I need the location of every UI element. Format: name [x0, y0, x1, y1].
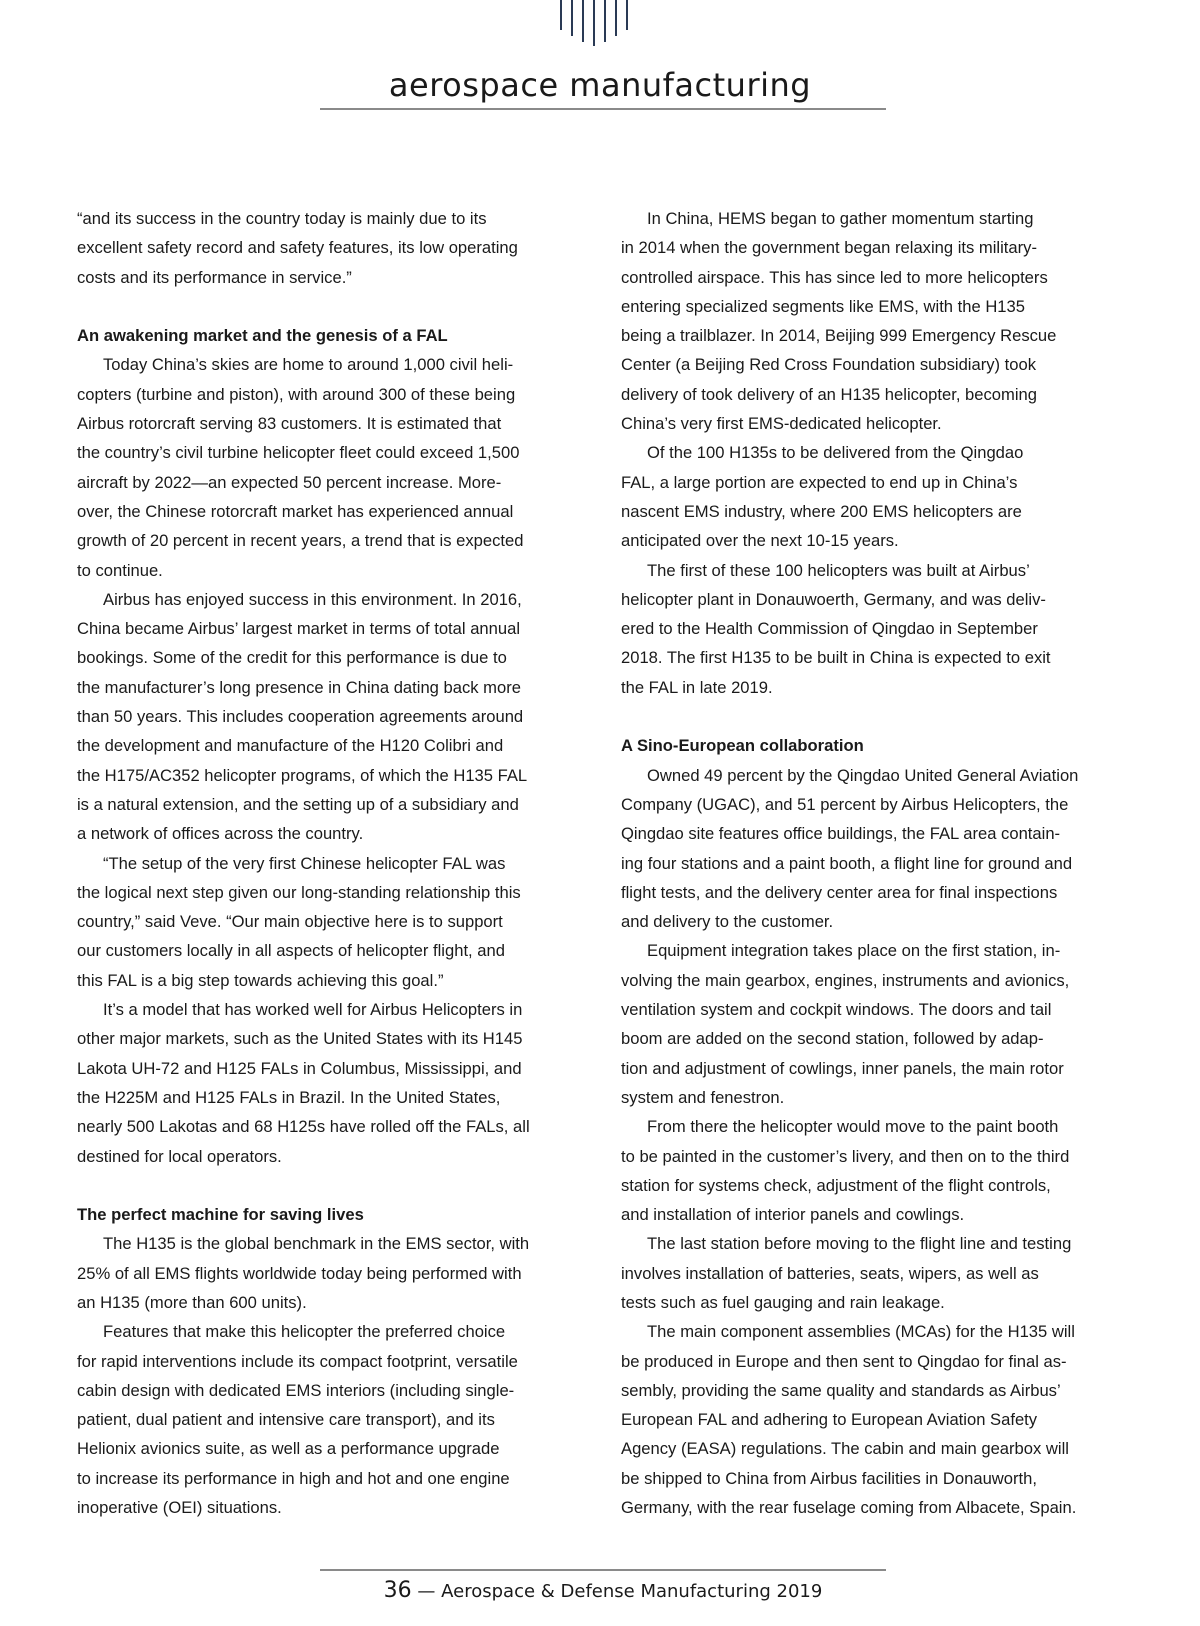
text-line: the FAL in late 2019.: [621, 677, 773, 697]
text-line: growth of 20 percent in recent years, a trend that is expected: [77, 531, 524, 551]
text-line: China became Airbus’ largest market in terms of total annual: [77, 619, 521, 639]
text-line: aircraft by 2022—an expected 50 percent increase. More-: [77, 472, 502, 492]
text-line: costs and its performance in service.”: [77, 267, 352, 287]
text-line: The first of these 100 helicopters was built at Airbus’: [647, 560, 1030, 580]
text-line: and delivery to the customer.: [621, 912, 834, 932]
text-line: patient, dual patient and intensive care transport), and its: [77, 1410, 495, 1430]
text-line: inoperative (OEI) situations.: [77, 1498, 282, 1518]
text-line: ing four stations and a paint booth, a flight line for ground and: [621, 853, 1073, 873]
text-line: Equipment integration takes place on the first station, in-: [647, 941, 1061, 961]
text-line: Of the 100 H135s to be delivered from the Qingdao: [647, 443, 1024, 463]
text-line: Agency (EASA) regulations. The cabin and main gearbox will: [621, 1439, 1069, 1459]
text-line: to increase its performance in high and hot and one engine: [77, 1468, 510, 1488]
text-line: an H135 (more than 600 units).: [77, 1292, 307, 1312]
text-line: volving the main gearbox, engines, instruments and avionics,: [621, 970, 1070, 990]
text-line: The H135 is the global benchmark in the EMS sector, with: [103, 1234, 530, 1254]
text-line: to continue.: [77, 560, 163, 580]
text-line: delivery of took delivery of an H135 helicopter, becoming: [621, 384, 1038, 404]
text-line: From there the helicopter would move to the paint booth: [647, 1117, 1059, 1137]
text-line: station for systems check, adjustment of the flight controls,: [621, 1175, 1051, 1195]
paragraph-spacer: [621, 702, 1131, 731]
text-line: anticipated over the next 10-15 years.: [621, 531, 899, 551]
text-line: helicopter plant in Donauwoerth, Germany, and was deliv-: [621, 589, 1046, 609]
text-line: nearly 500 Lakotas and 68 H125s have rolled off the FALs, all: [77, 1117, 530, 1137]
text-line: Airbus has enjoyed success in this environment. In 2016,: [103, 589, 522, 609]
text-line: bookings. Some of the credit for this performance is due to: [77, 648, 507, 668]
text-line: Helionix avionics suite, as well as a performance upgrade: [77, 1439, 500, 1459]
text-line: controlled airspace. This has since led to more helicopters: [621, 267, 1048, 287]
text-line: The main component assemblies (MCAs) for the H135 will: [647, 1322, 1075, 1342]
text-line: Features that make this helicopter the preferred choice: [103, 1322, 506, 1342]
left-column: [77, 204, 582, 1522]
text-line: “and its success in the country today is mainly due to its: [77, 209, 487, 228]
section-title: aerospace manufacturing: [388, 66, 812, 104]
text-line: this FAL is a big step towards achieving this goal.”: [77, 970, 444, 990]
text-line: and installation of interior panels and cowlings.: [621, 1205, 965, 1225]
text-line: 2018. The first H135 to be built in China is expected to exit: [621, 648, 1051, 668]
text-line: in 2014 when the government began relaxing its military-: [621, 238, 1037, 258]
text-line: Owned 49 percent by the Qingdao United General Aviation: [647, 765, 1079, 785]
text-line: ered to the Health Commission of Qingdao in September: [621, 619, 1038, 639]
text-line: tion and adjustment of cowlings, inner panels, the main rotor: [621, 1058, 1064, 1078]
text-line: cabin design with dedicated EMS interiors (including single-: [77, 1380, 515, 1400]
text-line: the H175/AC352 helicopter programs, of which the H135 FAL: [77, 765, 528, 785]
text-line: European FAL and adhering to European Aviation Safety: [621, 1410, 1038, 1430]
text-line: The last station before moving to the flight line and testing: [647, 1234, 1072, 1254]
text-line: system and fenestron.: [621, 1087, 785, 1107]
footer-rule: [320, 1569, 886, 1571]
text-line: Qingdao site features office buildings, the FAL area contain-: [621, 824, 1061, 844]
text-line: sembly, providing the same quality and standards as Airbus’: [621, 1380, 1061, 1400]
text-line: Lakota UH-72 and H125 FALs in Columbus, Mississippi, and: [77, 1058, 522, 1078]
text-line: the logical next step given our long-standing relationship this: [77, 882, 521, 902]
text-line: nascent EMS industry, where 200 EMS helicopters are: [621, 501, 1022, 521]
text-line: being a trailblazer. In 2014, Beijing 999 Emergency Rescue: [621, 326, 1057, 346]
page-number: 36: [383, 1578, 412, 1603]
text-line: be produced in Europe and then sent to Qingdao for final as-: [621, 1351, 1067, 1371]
text-line: the country’s civil turbine helicopter fleet could exceed 1,500: [77, 443, 520, 463]
text-line: Today China’s skies are home to around 1,000 civil heli-: [103, 355, 514, 375]
text-line: 25% of all EMS flights worldwide today being performed with: [77, 1263, 522, 1283]
text-line: the development and manufacture of the H120 Colibri and: [77, 736, 504, 756]
text-line: Center (a Beijing Red Cross Foundation subsidiary) took: [621, 355, 1037, 375]
paragraph-spacer: [77, 1171, 582, 1200]
footer-separator: —: [417, 1581, 436, 1602]
text-line: other major markets, such as the United States with its H145: [77, 1029, 523, 1049]
text-line: country,” said Veve. “Our main objective here is to support: [77, 912, 503, 932]
text-line: China’s very first EMS-dedicated helicopter.: [621, 414, 942, 434]
text-line: FAL, a large portion are expected to end up in China’s: [621, 472, 1018, 492]
subheading: The perfect machine for saving lives: [77, 1205, 364, 1225]
text-line: excellent safety record and safety features, its low operating: [77, 238, 518, 258]
subheading: A Sino-European collaboration: [621, 736, 864, 756]
text-line: Airbus rotorcraft serving 83 customers. It is estimated that: [77, 414, 502, 434]
text-line: tests such as fuel gauging and rain leakage.: [621, 1292, 945, 1312]
text-line: Company (UGAC), and 51 percent by Airbus Helicopters, the: [621, 794, 1069, 814]
text-line: destined for local operators.: [77, 1146, 282, 1166]
text-line: to be painted in the customer’s livery, and then on to the third: [621, 1146, 1070, 1166]
text-line: over, the Chinese rotorcraft market has experienced annual: [77, 501, 514, 521]
publication-name: Aerospace & Defense Manufacturing 2019: [441, 1581, 823, 1602]
text-line: the manufacturer’s long presence in China dating back more: [77, 677, 521, 697]
page-footer: [320, 1578, 886, 1603]
text-line: for rapid interventions include its compact footprint, versatile: [77, 1351, 518, 1371]
text-line: ventilation system and cockpit windows. The doors and tail: [621, 1000, 1052, 1020]
text-line: Germany, with the rear fuselage coming from Albacete, Spain.: [621, 1498, 1077, 1518]
text-line: It’s a model that has worked well for Airbus Helicopters in: [103, 1000, 523, 1020]
text-line: In China, HEMS began to gather momentum starting: [647, 209, 1034, 228]
header-decoration: [560, 0, 640, 46]
text-line: “The setup of the very first Chinese helicopter FAL was: [103, 853, 506, 873]
text-line: the H225M and H125 FALs in Brazil. In the United States,: [77, 1087, 501, 1107]
header-rule: [320, 108, 886, 110]
text-line: entering specialized segments like EMS, with the H135: [621, 296, 1025, 316]
text-line: copters (turbine and piston), with around 300 of these being: [77, 384, 516, 404]
subheading: An awakening market and the genesis of a FAL: [77, 326, 448, 346]
right-column: [621, 204, 1131, 1522]
text-line: flight tests, and the delivery center area for final inspections: [621, 882, 1058, 902]
text-line: involves installation of batteries, seats, wipers, as well as: [621, 1263, 1039, 1283]
text-line: be shipped to China from Airbus facilities in Donauworth,: [621, 1468, 1037, 1488]
text-line: a network of offices across the country.: [77, 824, 364, 844]
text-line: our customers locally in all aspects of helicopter flight, and: [77, 941, 505, 961]
text-line: is a natural extension, and the setting up of a subsidiary and: [77, 794, 519, 814]
text-line: than 50 years. This includes cooperation agreements around: [77, 707, 524, 727]
paragraph-spacer: [77, 292, 582, 321]
text-line: boom are added on the second station, followed by adap-: [621, 1029, 1044, 1049]
